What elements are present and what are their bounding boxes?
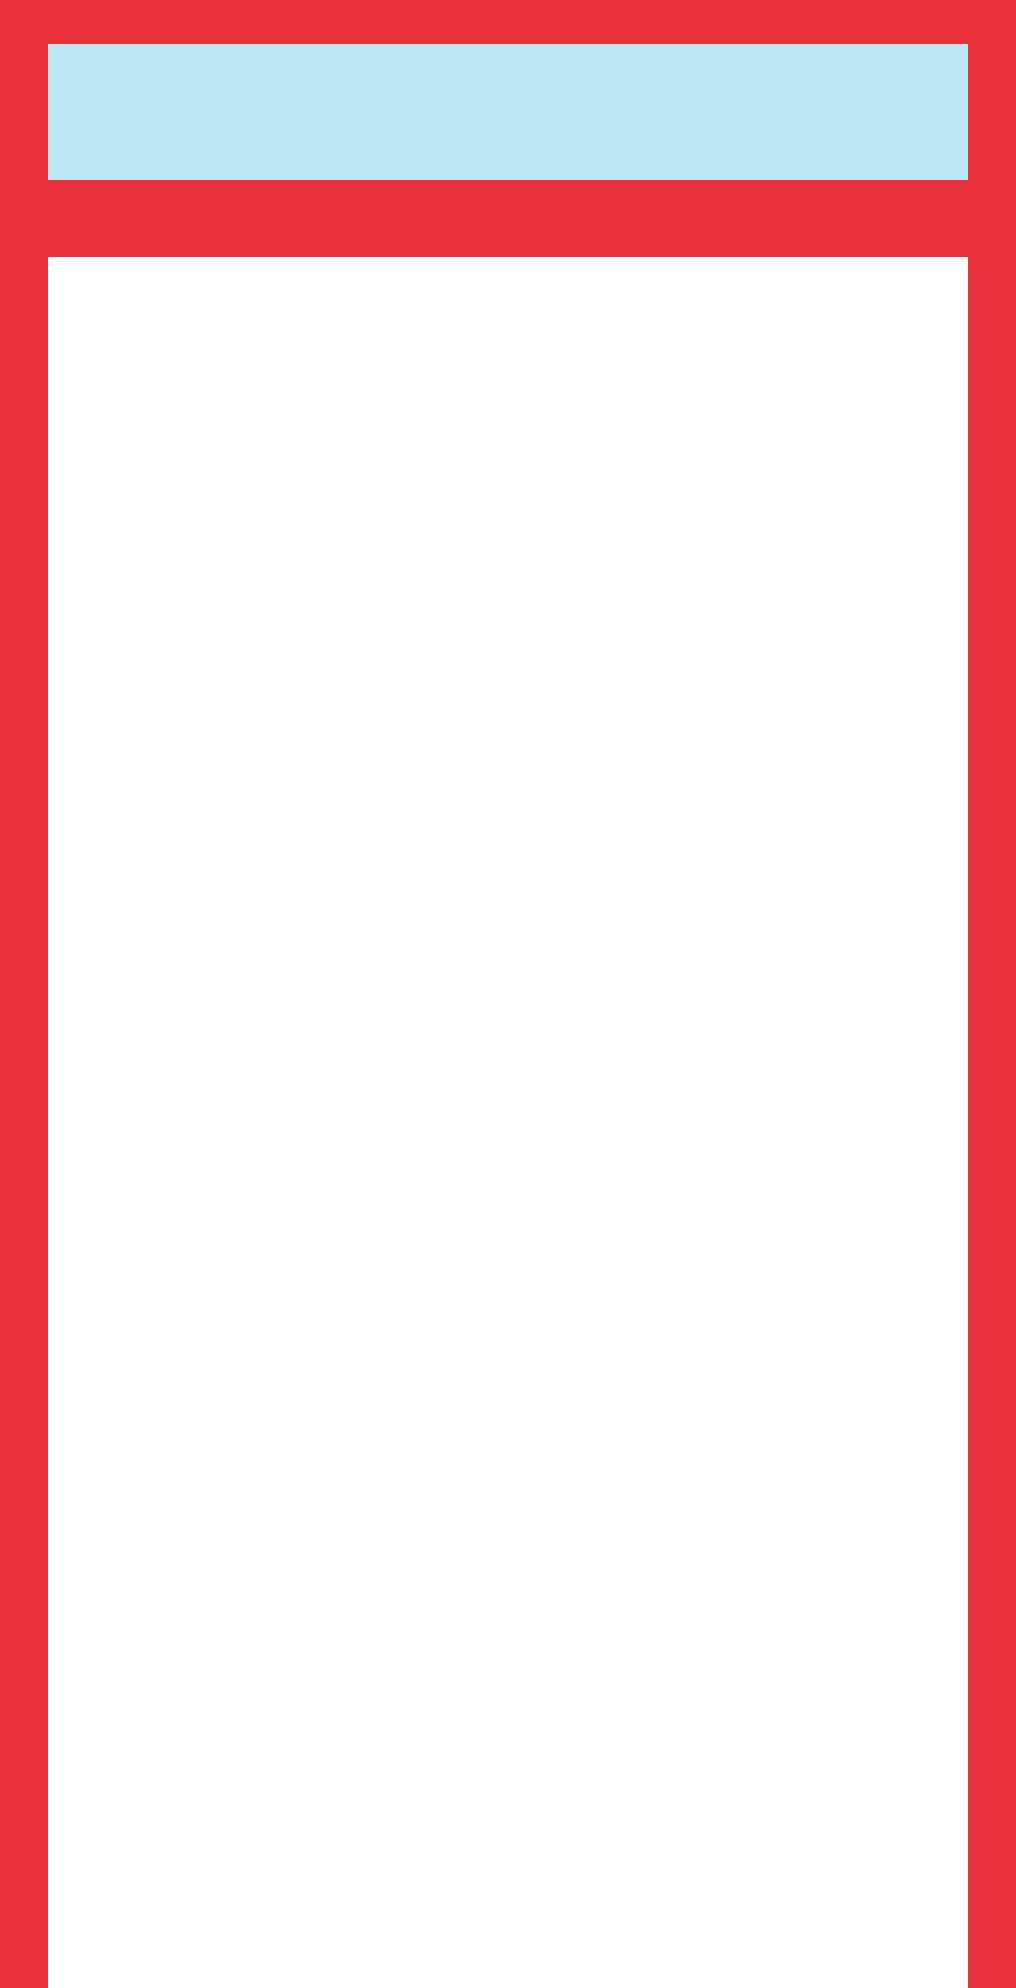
content-panel — [48, 44, 968, 1988]
title-banner — [48, 44, 968, 180]
left-brand-strip — [0, 42, 42, 1988]
congratulations-banner — [48, 180, 968, 257]
top-brand-strip — [0, 0, 1016, 42]
right-brand-strip — [974, 42, 1016, 1988]
